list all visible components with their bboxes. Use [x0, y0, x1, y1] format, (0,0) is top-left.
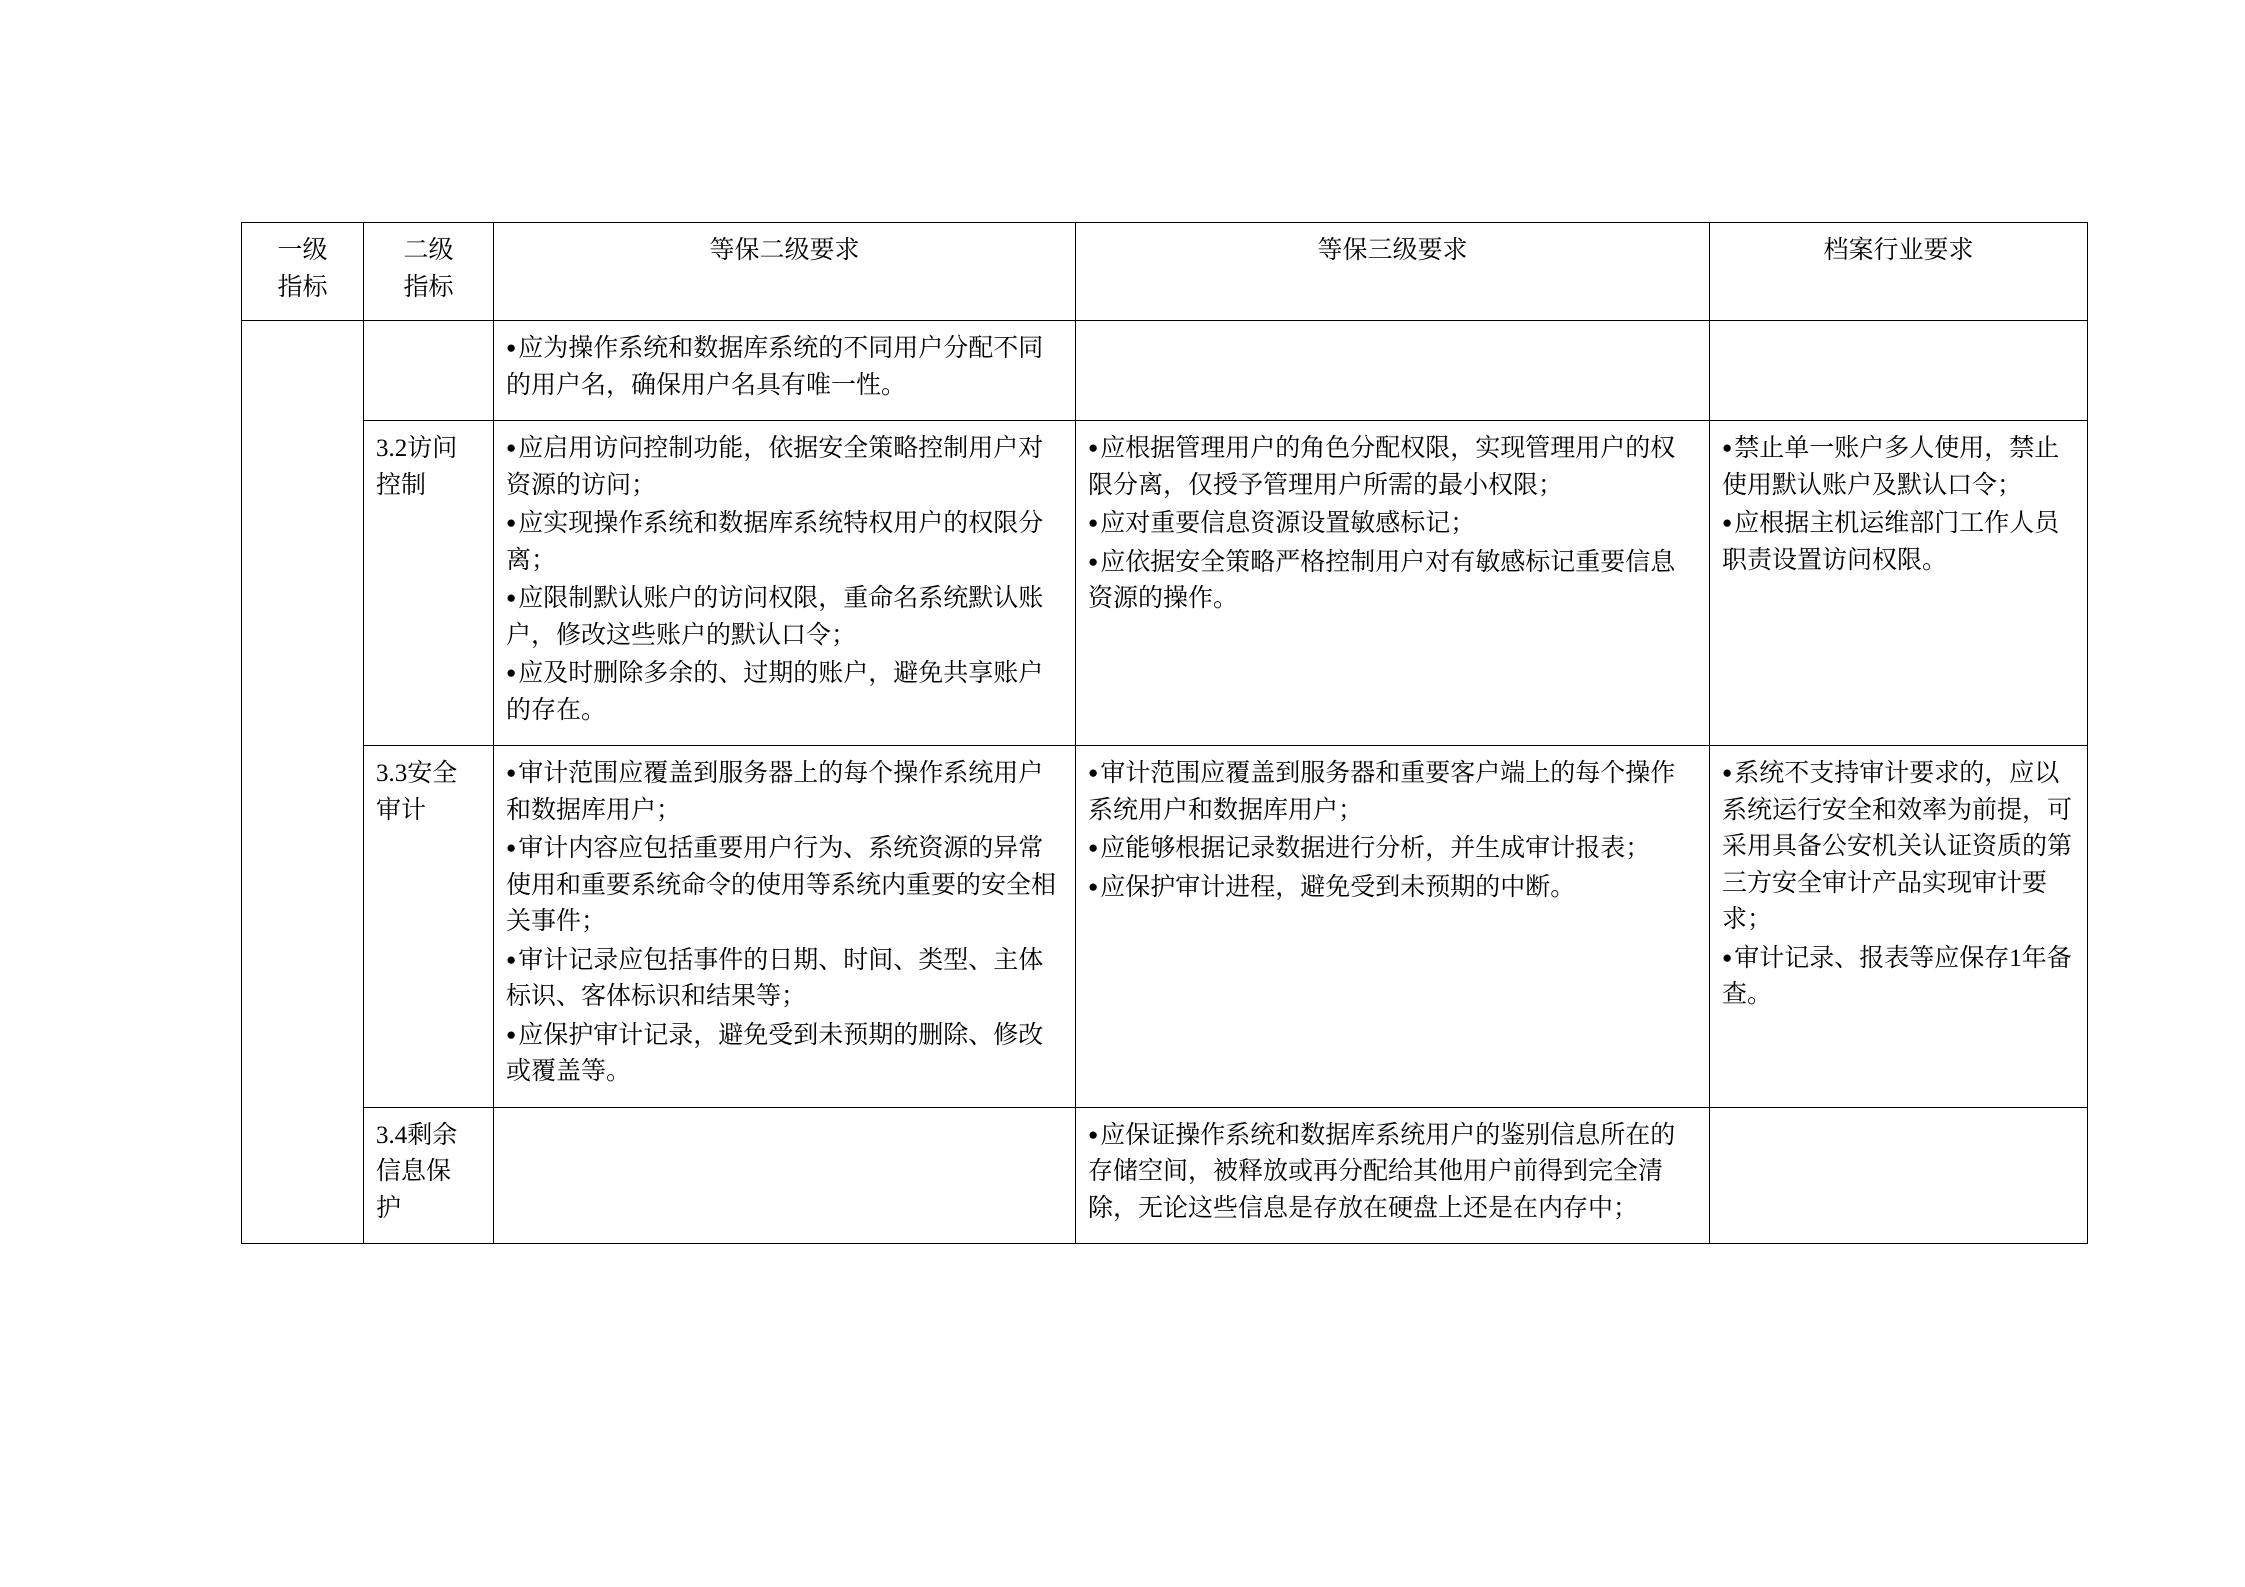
column-header-level2-line1: 二级: [403, 237, 454, 264]
cell-grade3: [1076, 321, 1710, 421]
industry-item-list: [1722, 756, 2075, 1014]
table-row: [242, 321, 2088, 421]
table-body: [242, 321, 2088, 1244]
cell-level2-line1: 3.2访问: [376, 435, 458, 462]
table-row: [242, 746, 2088, 1108]
cell-grade3: [1076, 746, 1710, 1108]
industry-item-list: [1722, 431, 2075, 579]
list-item: ● 应保护审计进程，避免受到未预期的中断。: [1088, 870, 1697, 907]
cell-industry: [1710, 1107, 2088, 1244]
table-row: [242, 1107, 2088, 1244]
list-item: ● 禁止单一账户多人使用，禁止使用默认账户及默认口令；: [1722, 431, 2075, 504]
table-row: [242, 421, 2088, 746]
cell-grade2: [494, 1107, 1076, 1244]
cell-grade2: [494, 321, 1076, 421]
column-header-level2: [364, 223, 494, 321]
cell-level2-line1: 3.4剩余: [376, 1121, 458, 1149]
cell-grade2: [494, 746, 1076, 1108]
table-header: [242, 223, 2088, 321]
cell-level2: [364, 1107, 494, 1244]
column-header-level1-line2: 指标: [277, 273, 328, 301]
cell-level2: [364, 321, 494, 421]
list-item: ● 应及时删除多余的、过期的账户，避免共享账户的存在。: [506, 656, 1063, 729]
grade2-item-list: [506, 331, 1063, 404]
list-item: ● 应保证操作系统和数据库系统用户的鉴别信息所在的存储空间，被释放或再分配给其他用户前得到完全清除，无论这些信息是存放在硬盘上还是在内存中；: [1088, 1118, 1697, 1228]
list-item: ● 应实现操作系统和数据库系统特权用户的权限分离；: [506, 506, 1063, 579]
list-item: ● 应依据安全策略严格控制用户对有敏感标记重要信息资源的操作。: [1088, 545, 1697, 618]
list-item: ● 应能够根据记录数据进行分析，并生成审计报表；: [1088, 831, 1697, 868]
list-item: ● 审计范围应覆盖到服务器和重要客户端上的每个操作系统用户和数据库用户；: [1088, 756, 1697, 829]
list-item: ● 审计记录应包括事件的日期、时间、类型、主体标识、客体标识和结果等；: [506, 943, 1063, 1016]
list-item: ● 审计范围应覆盖到服务器上的每个操作系统用户和数据库用户；: [506, 756, 1063, 829]
column-header-industry: 档案行业要求: [1710, 223, 2088, 321]
list-item: ● 应根据主机运维部门工作人员职责设置访问权限。: [1722, 506, 2075, 579]
list-item: ● 应为操作系统和数据库系统的不同用户分配不同的用户名，确保用户名具有唯一性。: [506, 331, 1063, 404]
grade3-item-list: [1088, 1118, 1697, 1228]
list-item: ● 系统不支持审计要求的，应以系统运行安全和效率为前提，可采用具备公安机关认证资质的第三方安全审计产品实现审计要求；: [1722, 756, 2075, 939]
cell-grade3: [1076, 1107, 1710, 1244]
cell-level1: [242, 321, 364, 1244]
cell-grade2: [494, 421, 1076, 746]
column-header-level1: [242, 223, 364, 321]
column-header-level2-line2: 指标: [403, 273, 454, 301]
list-item: ● 应对重要信息资源设置敏感标记；: [1088, 506, 1697, 543]
list-item: ● 应限制默认账户的访问权限，重命名系统默认账户，修改这些账户的默认口令；: [506, 581, 1063, 654]
cell-level2-line2: 审计: [376, 796, 427, 824]
grade2-item-list: [506, 756, 1063, 1091]
cell-level2: [364, 421, 494, 746]
column-header-grade3: 等保三级要求: [1076, 223, 1710, 321]
table-header-row: [242, 223, 2088, 321]
cell-level2-line2: 信息保: [376, 1158, 452, 1185]
requirements-table: [241, 222, 2088, 1244]
cell-grade3: [1076, 421, 1710, 746]
grade3-item-list: [1088, 431, 1697, 618]
list-item: ● 审计记录、报表等应保存1年备查。: [1722, 941, 2075, 1014]
grade2-item-list: [506, 431, 1063, 729]
cell-level2: [364, 746, 494, 1108]
cell-level2-line3: 护: [376, 1194, 402, 1222]
cell-level2-line2: 控制: [376, 471, 427, 499]
list-item: ● 应保护审计记录，避免受到未预期的删除、修改或覆盖等。: [506, 1018, 1063, 1091]
cell-level2-line1: 3.3安全: [376, 760, 458, 787]
cell-industry: [1710, 746, 2088, 1108]
list-item: ● 应根据管理用户的角色分配权限，实现管理用户的权限分离，仅授予管理用户所需的最小权限；: [1088, 431, 1697, 504]
column-header-level1-line1: 一级: [277, 237, 328, 264]
grade3-item-list: [1088, 756, 1697, 906]
cell-industry: [1710, 321, 2088, 421]
cell-industry: [1710, 421, 2088, 746]
column-header-grade2: 等保二级要求: [494, 223, 1076, 321]
list-item: ● 应启用访问控制功能，依据安全策略控制用户对资源的访问；: [506, 431, 1063, 504]
list-item: ● 审计内容应包括重要用户行为、系统资源的异常使用和重要系统命令的使用等系统内重要的安全相关事件；: [506, 831, 1063, 941]
